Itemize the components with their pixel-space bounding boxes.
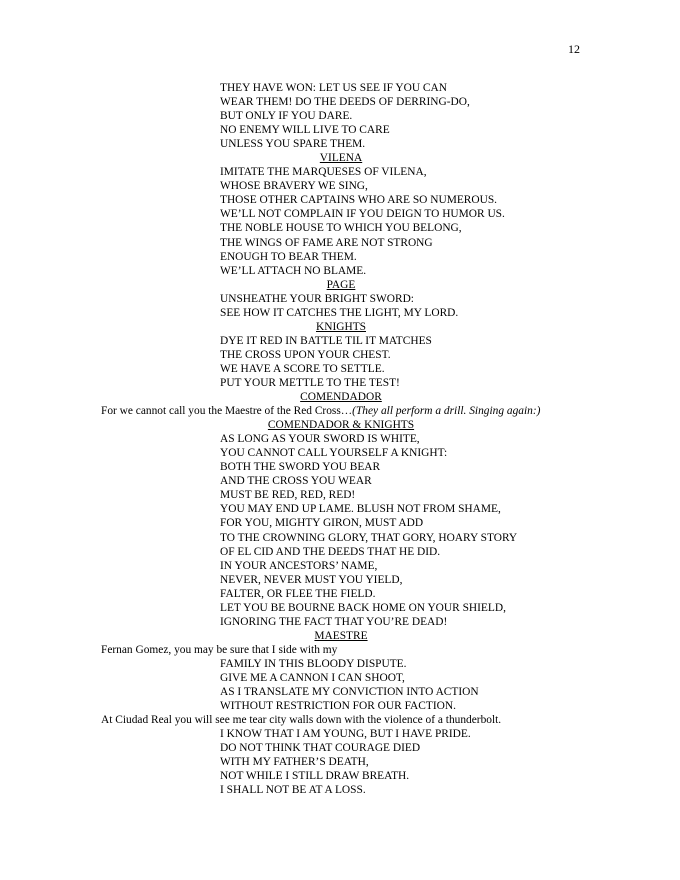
- line-text: WITH MY FATHER’S DEATH,: [220, 756, 369, 769]
- line-text: WE HAVE A SCORE TO SETTLE.: [220, 362, 385, 375]
- lyric-line: [101, 783, 581, 797]
- line-text: YOU MAY END UP LAME. BLUSH NOT FROM SHAME,: [220, 503, 501, 516]
- line-text: SEE HOW IT CATCHES THE LIGHT, MY LORD.: [220, 306, 459, 319]
- speaker-heading: [101, 151, 581, 165]
- speaker-heading: [101, 320, 581, 334]
- line-text: For we cannot call you the Maestre of the Red Cross…: [101, 405, 353, 418]
- stage-direction: (They all perform a drill. Singing again:): [352, 405, 541, 418]
- line-text: FALTER, OR FLEE THE FIELD.: [220, 587, 376, 600]
- lyric-line: [101, 207, 581, 221]
- line-text: DO NOT THINK THAT COURAGE DIED: [220, 742, 421, 755]
- lyric-line: [101, 81, 581, 95]
- line-text: KNIGHTS: [316, 320, 366, 333]
- lyric-line: [101, 264, 581, 278]
- line-text: IN YOUR ANCESTORS’ NAME,: [220, 559, 378, 572]
- line-text: YOU CANNOT CALL YOURSELF A KNIGHT:: [220, 447, 448, 460]
- lyric-line: [101, 179, 581, 193]
- lyric-line: [101, 474, 581, 488]
- lyric-line: [101, 123, 581, 137]
- line-text: PAGE: [326, 278, 356, 291]
- lyric-line: [101, 165, 581, 179]
- line-text: NOT WHILE I STILL DRAW BREATH.: [220, 770, 410, 783]
- line-text: VILENA: [319, 152, 363, 165]
- speaker-heading: [101, 418, 581, 432]
- line-text: GIVE ME A CANNON I CAN SHOOT,: [220, 671, 405, 684]
- dialogue-line: [101, 404, 581, 418]
- lyric-line: [101, 671, 581, 685]
- lyric-line: [101, 432, 581, 446]
- lyric-line: [101, 376, 581, 390]
- line-text: FOR YOU, MIGHTY GIRON, MUST ADD: [220, 517, 424, 530]
- lyric-line: [101, 95, 581, 109]
- dialogue-line: [101, 643, 581, 657]
- lyric-line: [101, 657, 581, 671]
- lyric-line: [101, 109, 581, 123]
- line-text: THEY HAVE WON: LET US SEE IF YOU CAN: [220, 82, 447, 94]
- lyric-line: [101, 137, 581, 151]
- line-text: THE CROSS UPON YOUR CHEST.: [220, 348, 391, 361]
- lyric-line: [101, 236, 581, 250]
- speaker-heading: [101, 278, 581, 292]
- lyric-line: [101, 755, 581, 769]
- lyric-line: [101, 601, 581, 615]
- lyric-line: [101, 573, 581, 587]
- line-text: TO THE CROWNING GLORY, THAT GORY, HOARY STORY: [220, 531, 518, 544]
- line-text: ENOUGH TO BEAR THEM.: [220, 250, 357, 263]
- line-text: COMENDADOR: [300, 391, 382, 404]
- line-text: MAESTRE: [314, 629, 368, 642]
- line-text: UNSHEATHE YOUR BRIGHT SWORD:: [220, 292, 414, 305]
- script-body: [101, 81, 581, 797]
- line-text: OF EL CID AND THE DEEDS THAT HE DID.: [220, 545, 441, 558]
- lyric-line: [101, 446, 581, 460]
- line-text: I KNOW THAT I AM YOUNG, BUT I HAVE PRIDE.: [220, 728, 471, 741]
- lyric-line: [101, 292, 581, 306]
- line-text: NEVER, NEVER MUST YOU YIELD,: [220, 573, 403, 586]
- line-text: WEAR THEM! DO THE DEEDS OF DERRING-DO,: [220, 96, 470, 109]
- lyric-line: [101, 306, 581, 320]
- line-text: AS LONG AS YOUR SWORD IS WHITE,: [220, 433, 420, 446]
- speaker-heading: [101, 629, 581, 643]
- line-text: LET YOU BE BOURNE BACK HOME ON YOUR SHIELD,: [220, 601, 506, 614]
- lyric-line: [101, 741, 581, 755]
- lyric-line: [101, 559, 581, 573]
- line-text: AS I TRANSLATE MY CONVICTION INTO ACTION: [220, 686, 479, 699]
- lyric-line: [101, 193, 581, 207]
- line-text: FAMILY IN THIS BLOODY DISPUTE.: [220, 657, 407, 670]
- line-text: At Ciudad Real you will see me tear city walls down with the violence of a thunderbolt.: [101, 714, 502, 727]
- dialogue-line: [101, 713, 581, 727]
- line-text: THE WINGS OF FAME ARE NOT STRONG: [220, 236, 433, 249]
- lyric-line: [101, 502, 581, 516]
- lyric-line: [101, 348, 581, 362]
- lyric-line: [101, 587, 581, 601]
- line-text: Fernan Gomez, you may be sure that I side with my: [101, 643, 338, 656]
- lyric-line: [101, 362, 581, 376]
- line-text: IMITATE THE MARQUESES OF VILENA,: [220, 166, 427, 179]
- line-text: BUT ONLY IF YOU DARE.: [220, 110, 353, 123]
- speaker-heading: [101, 390, 581, 404]
- line-text: MUST BE RED, RED, RED!: [220, 489, 356, 502]
- line-text: IGNORING THE FACT THAT YOU’RE DEAD!: [220, 615, 448, 628]
- line-text: PUT YOUR METTLE TO THE TEST!: [220, 376, 400, 389]
- line-text: AND THE CROSS YOU WEAR: [220, 475, 372, 488]
- line-text: WE’LL NOT COMPLAIN IF YOU DEIGN TO HUMOR US.: [220, 208, 505, 221]
- lyric-line: [101, 685, 581, 699]
- lyric-line: [101, 250, 581, 264]
- lyric-line: [101, 460, 581, 474]
- lyric-line: [101, 727, 581, 741]
- line-text: BOTH THE SWORD YOU BEAR: [220, 461, 381, 474]
- line-text: WE’LL ATTACH NO BLAME.: [220, 264, 367, 277]
- lyric-line: [101, 769, 581, 783]
- line-text: THOSE OTHER CAPTAINS WHO ARE SO NUMEROUS.: [220, 194, 498, 207]
- lyric-line: [101, 516, 581, 530]
- line-text: WITHOUT RESTRICTION FOR OUR FACTION.: [220, 700, 456, 713]
- lyric-line: [101, 334, 581, 348]
- lyric-line: [101, 531, 581, 545]
- lyric-line: [101, 221, 581, 235]
- line-text: DYE IT RED IN BATTLE TIL IT MATCHES: [220, 334, 432, 347]
- lyric-line: [101, 488, 581, 502]
- line-text: WHOSE BRAVERY WE SING,: [220, 180, 368, 193]
- line-text: UNLESS YOU SPARE THEM.: [220, 138, 366, 151]
- lyric-line: [101, 699, 581, 713]
- line-text: THE NOBLE HOUSE TO WHICH YOU BELONG,: [220, 222, 462, 235]
- lyric-line: [101, 615, 581, 629]
- line-text: NO ENEMY WILL LIVE TO CARE: [220, 124, 390, 137]
- line-text: I SHALL NOT BE AT A LOSS.: [220, 784, 366, 797]
- line-text: COMENDADOR & KNIGHTS: [267, 419, 415, 432]
- lyric-line: [101, 545, 581, 559]
- page-number: 12: [568, 42, 580, 56]
